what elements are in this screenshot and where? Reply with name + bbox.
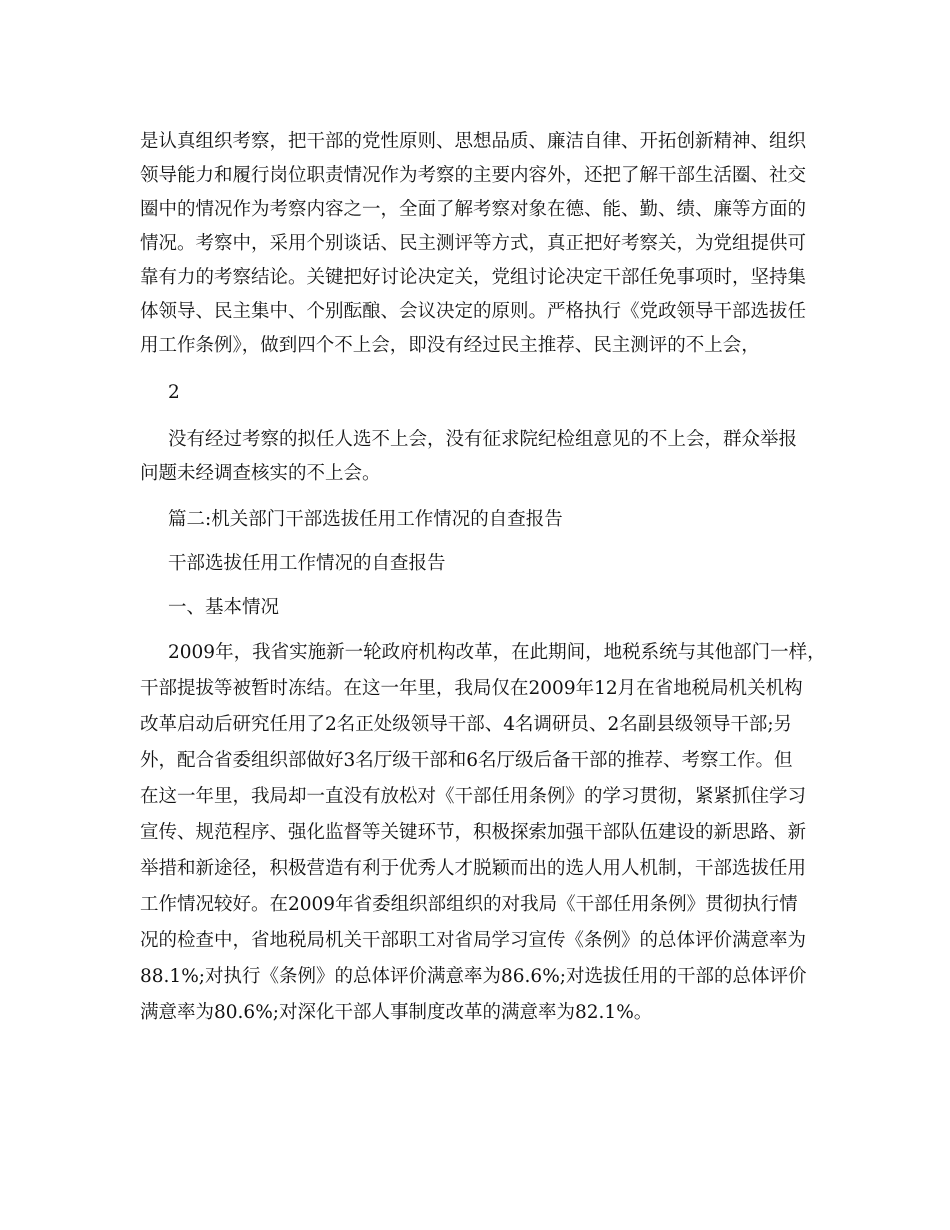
paragraph-line: 改革启动后研究任用了2名正处级领导干部、4名调研员、2名副县级领导干部;另 xyxy=(140,714,793,735)
page-number: 2 xyxy=(168,382,180,403)
paragraph-line: 况的检查中，省地税局机关干部职工对省局学习宣传《条例》的总体评价满意率为 xyxy=(140,930,807,951)
section-heading: 一、基本情况 xyxy=(168,597,280,618)
paragraph-line: 2009年，我省实施新一轮政府机构改革，在此期间，地税系统与其他部门一样， xyxy=(168,642,826,663)
paragraph-line: 没有经过考察的拟任人选不上会，没有征求院纪检组意见的不上会，群众举报 xyxy=(168,429,798,450)
paragraph-line: 问题未经调查核实的不上会。 xyxy=(140,463,381,484)
paragraph-line: 满意率为80.6%;对深化干部人事制度改革的满意率为82.1%。 xyxy=(140,1002,653,1023)
paragraph-line: 用工作条例》，做到四个不上会，即没有经过民主推荐、民主测评的不上会， xyxy=(140,335,760,356)
paragraph-line: 干部提拔等被暂时冻结。在这一年里，我局仅在2009年12月在省地税局机关机构 xyxy=(140,678,803,699)
paragraph-line: 外，配合省委组织部做好3名厅级干部和6名厅级后备干部的推荐、考察工作。但 xyxy=(140,750,793,771)
paragraph-line: 举措和新途径，积极营造有利于优秀人才脱颖而出的选人用人机制，干部选拔任用 xyxy=(140,858,807,879)
paragraph-line: 情况。考察中，采用个别谈话、民主测评等方式，真正把好考察关，为党组提供可 xyxy=(140,233,807,254)
paragraph-line: 圈中的情况作为考察内容之一，全面了解考察对象在德、能、勤、绩、廉等方面的 xyxy=(140,199,807,220)
paragraph-line: 宣传、规范程序、强化监督等关键环节，积极探索加强干部队伍建设的新思路、新 xyxy=(140,822,807,843)
paragraph-line: 工作情况较好。在2009年省委组织部组织的对我局《干部任用条例》贯彻执行情 xyxy=(140,894,798,915)
report-title: 干部选拔任用工作情况的自查报告 xyxy=(168,553,446,574)
paragraph-line: 88.1%;对执行《条例》的总体评价满意率为86.6%;对选拔任用的干部的总体评价 xyxy=(140,966,807,987)
paragraph-line: 靠有力的考察结论。关键把好讨论决定关，党组讨论决定干部任免事项时，坚持集 xyxy=(140,267,807,288)
paragraph-line: 是认真组织考察，把干部的党性原则、思想品质、廉洁自律、开拓创新精神、组织 xyxy=(140,131,807,152)
section-title: 篇二:机关部门干部选拔任用工作情况的自查报告 xyxy=(168,509,563,530)
paragraph-line: 领导能力和履行岗位职责情况作为考察的主要内容外，还把了解干部生活圈、社交 xyxy=(140,165,807,186)
paragraph-line: 在这一年里，我局却一直没有放松对《干部任用条例》的学习贯彻，紧紧抓住学习 xyxy=(140,786,807,807)
paragraph-line: 体领导、民主集中、个别酝酿、会议决定的原则。严格执行《党政领导干部选拔任 xyxy=(140,301,807,322)
